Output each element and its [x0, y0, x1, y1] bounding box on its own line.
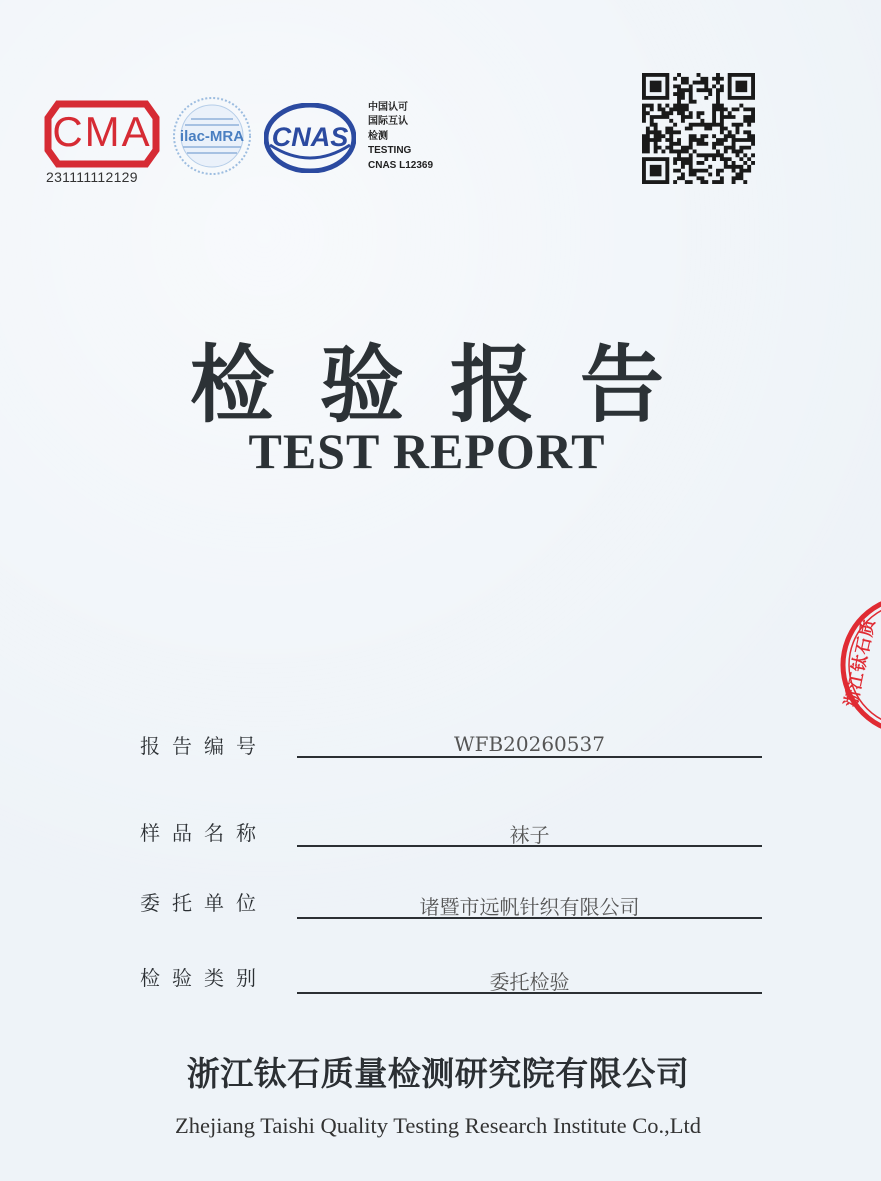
report-title-english: TEST REPORT [248, 423, 606, 479]
company-seal-stamp [836, 590, 881, 740]
field-label-test-category: 检验类别 [140, 966, 268, 990]
cnas-accreditation-text [368, 101, 458, 173]
cnas-info-line: 检测 [368, 130, 388, 142]
institute-name-chinese: 浙江钛石质量检测研究院有限公司 [186, 1054, 690, 1093]
company-seal-text: 浙江钛石质 [841, 616, 880, 710]
field-underline [297, 917, 762, 919]
field-underline [297, 756, 762, 758]
report-title-chinese: 检验报告 [189, 335, 710, 434]
qr-finder-pattern [728, 73, 755, 100]
qr-finder-pattern [642, 73, 669, 100]
cnas-info-line: 中国认可 [368, 102, 408, 113]
field-label-report-number: 报告编号 [140, 734, 268, 758]
qr-finder-pattern [642, 157, 669, 184]
field-label-client: 委托单位 [140, 891, 268, 915]
field-underline [297, 845, 762, 847]
cma-certificate-number: 231111112129 [46, 169, 138, 185]
cnas-logo [264, 103, 356, 173]
cnas-info-line: 国际互认 [368, 116, 408, 128]
field-underline [297, 992, 762, 994]
cma-logo-letters: CMA [52, 108, 152, 155]
cnas-logo-text: CNAS [271, 122, 349, 152]
institute-name-english: Zhejiang Taishi Quality Testing Research Institute Co.,Ltd [175, 1113, 701, 1138]
field-value-sample-name: 袜子 [509, 823, 550, 847]
field-value-report-number: WFB20260537 [454, 732, 605, 756]
qr-code[interactable] [642, 73, 755, 184]
ilac-mra-logo-text: ilac-MRA [179, 128, 245, 145]
field-value-client: 诸暨市远帆针织有限公司 [419, 895, 640, 919]
field-label-sample-name: 样品名称 [140, 821, 268, 845]
cnas-info-line: CNAS L12369 [368, 159, 434, 171]
ilac-mra-logo [171, 95, 253, 177]
field-value-test-category: 委托检验 [489, 970, 570, 994]
cnas-info-line: TESTING [368, 145, 412, 157]
